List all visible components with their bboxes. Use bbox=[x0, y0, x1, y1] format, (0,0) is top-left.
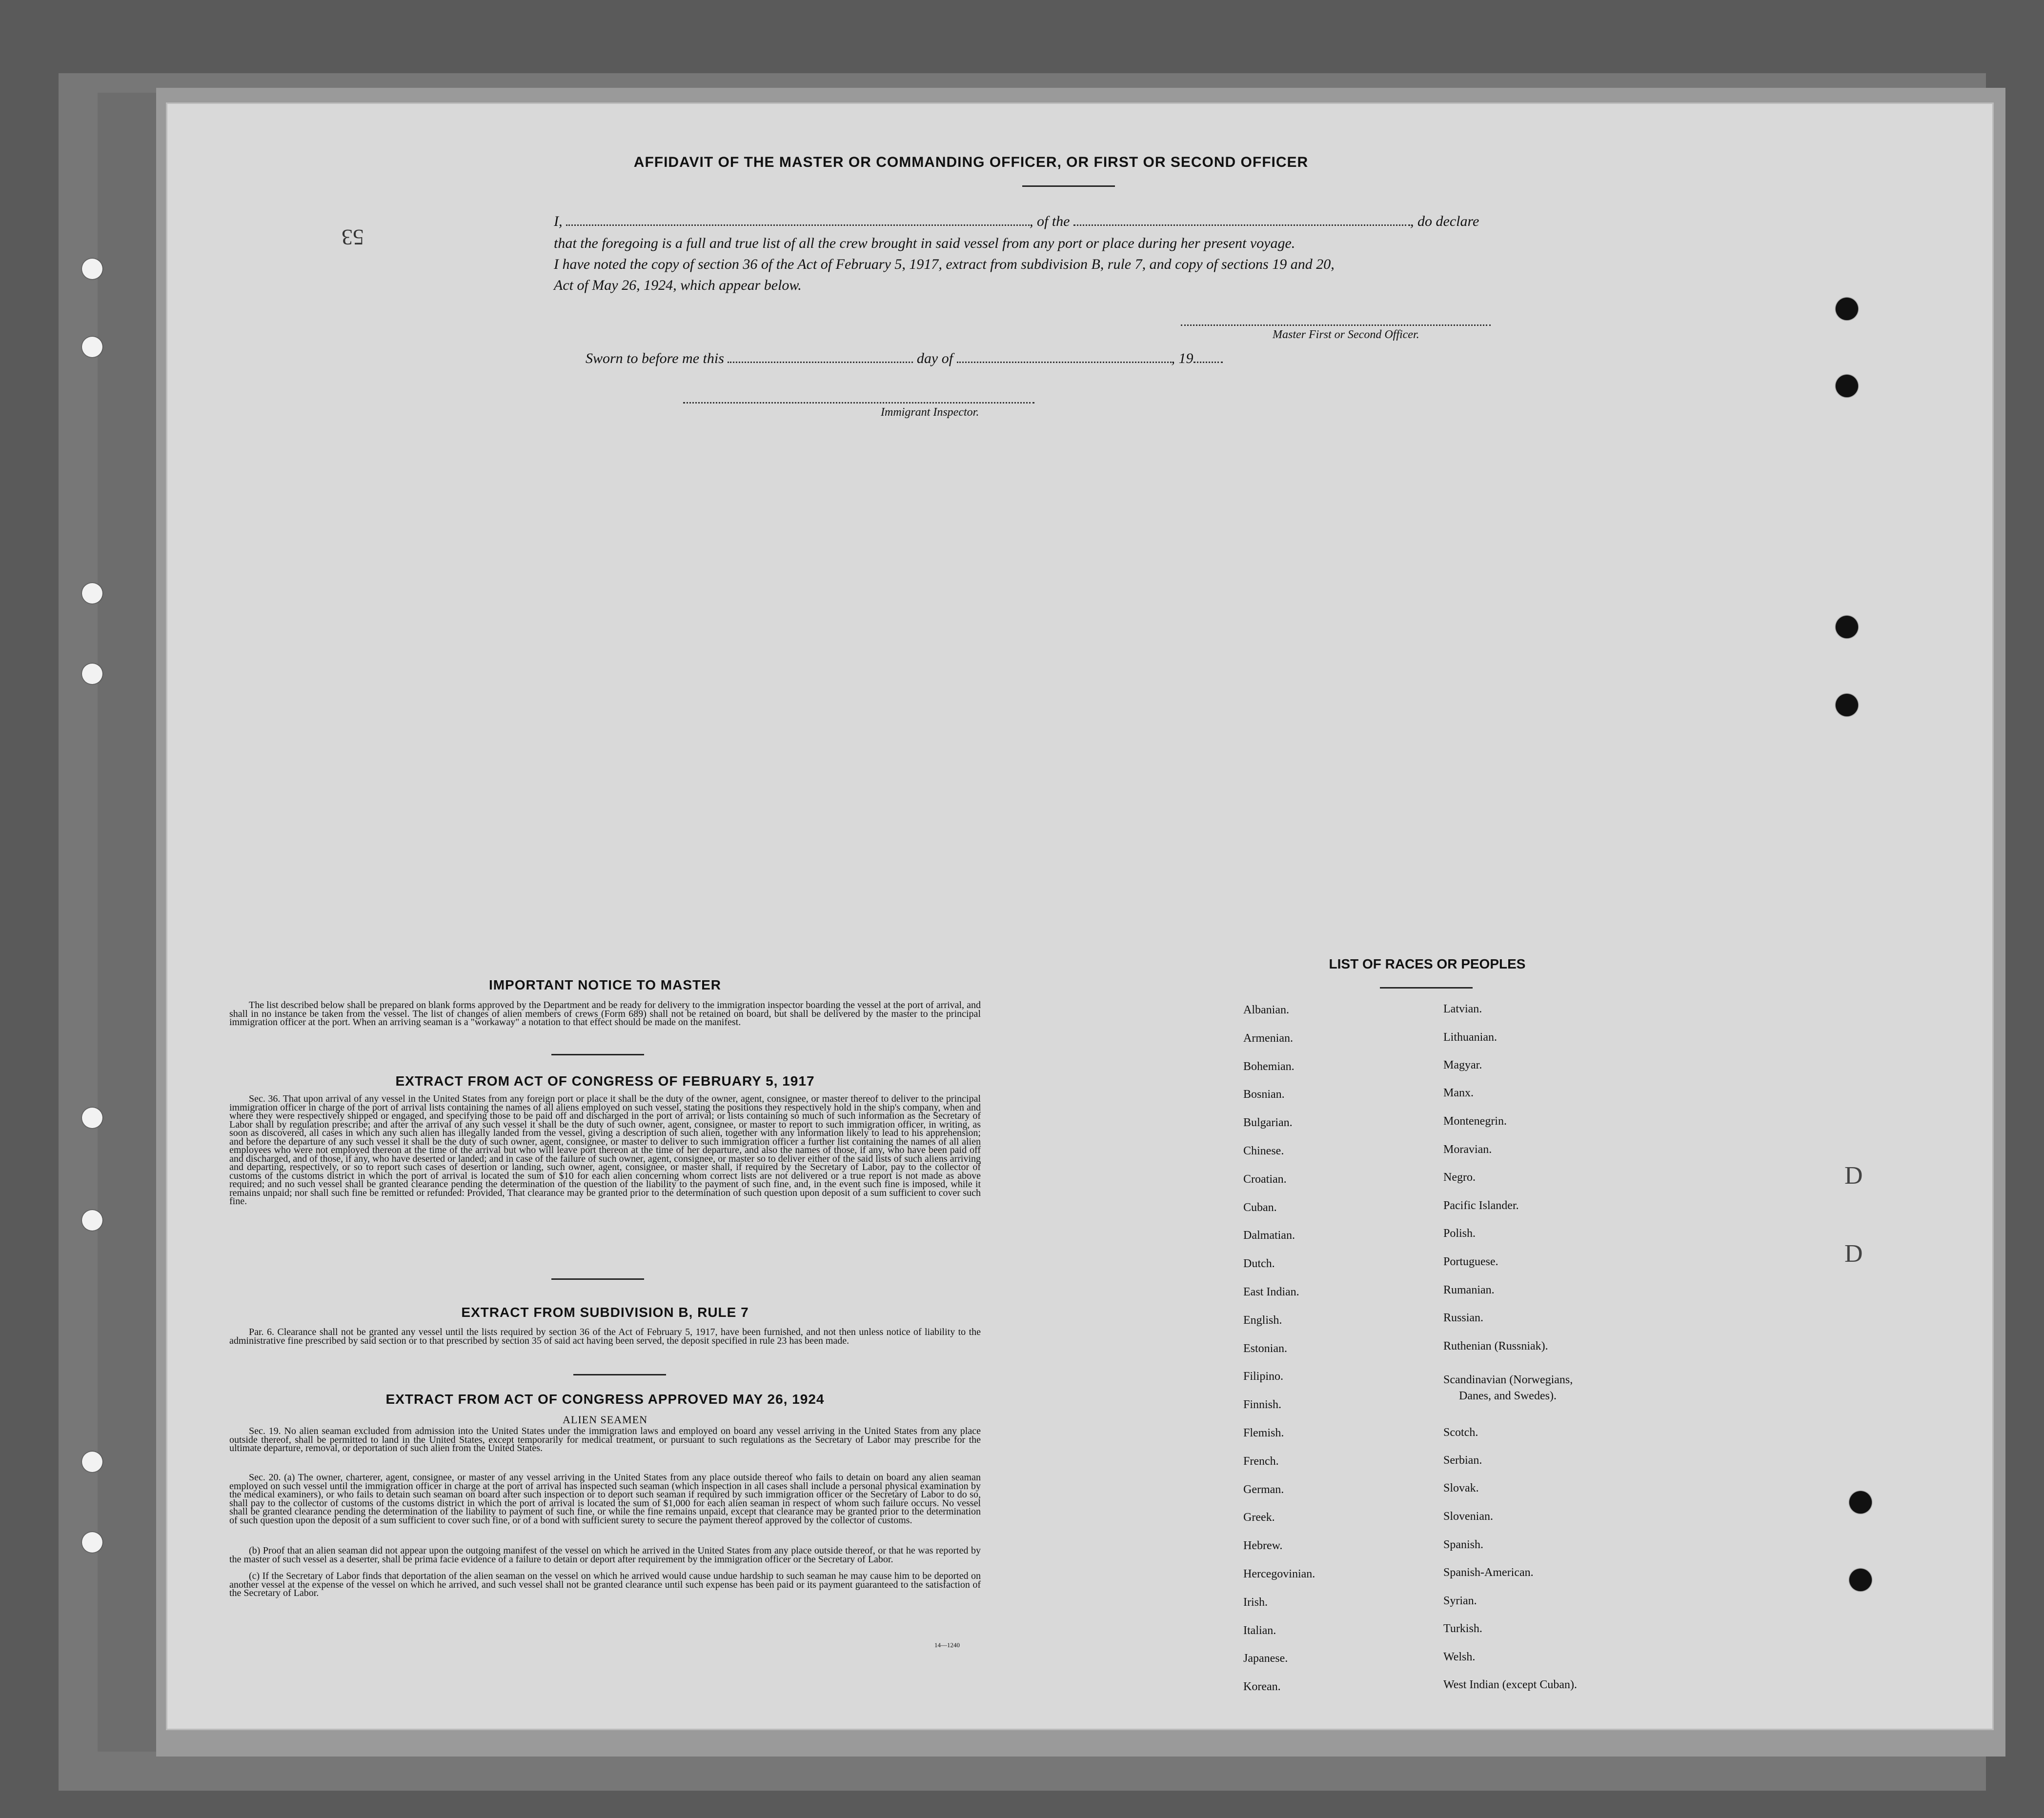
inspector-signature-line[interactable] bbox=[683, 402, 1034, 404]
affidavit-declaration-line bbox=[554, 213, 1479, 230]
extract-1924-title: EXTRACT FROM ACT OF CONGRESS APPROVED MAY 26, 1924 bbox=[385, 1392, 825, 1407]
sworn-day: day of bbox=[916, 350, 953, 366]
extract-1917-text: Sec. 36. That upon arrival of any vessel in the United States from any foreign port or place it shall be the duty of the owner, agent, consignee, or master thereof to deliver to the principal immigration officer in charge of the port of arrival lists containing the names of all aliens employed on such vessel, stating the positions they respectively hold in the ship's company, when and where they were respectively shipped or engaged, and specifying those to be paid off and discharged in the port of arrival; or lists containing so much of such information as the Secretary of Labor shall by regulation prescribe; and after the arrival of any such vessel it shall be the duty of such owner, agent, consignee, or master to report to such immigration officer, in writing, as soon as discovered, all cases in which any such alien has illegally landed from the vessel, giving a description of such alien, together with any information likely to lead to his apprehension; and before the departure of any such vessel it shall be the duty of such owner, agent, consignee, or master to deliver to such immigration officer a further list containing the names of all alien employees who were not employed thereon at the time of the arrival but who will leave port thereon at the time of her departure, and also the names of those, if any, who have been paid off and discharged, and of those, if any, who have deserted or landed; and in case of the failure of such owner, agent, consignee, or master so to deliver either of the said lists of such aliens arriving and departing, respectively, or so to report such cases of desertion or landing, such owner, agent, consignee, or master shall, if required by the Secretary of Labor, pay to the collector of customs of the customs district in which the port of arrival is located the sum of $10 for each alien concerning whom correct lists are not delivered or a true report is not made as above required; and no such vessel shall be granted clearance pending the determination of the question of the liability to the payment of such fine, and, in the event such fine is imposed, while it remains unpaid; nor shall such fine be remitted or refunded: Provided, That clearance may be granted prior to the determination of such question upon deposit of a sum sufficient to cover such fine. bbox=[229, 1093, 981, 1207]
sec20b-text: (b) Proof that an alien seaman did not appear upon the outgoing manifest of the vessel on which he arrived in the United States from any place outside thereof, or that he was reported by the master of such vessel as a deserter, shall be prima facie evidence of a failure to detain or deport after requirement by the immigration officer or the Secretary of Labor. bbox=[229, 1545, 981, 1565]
race-item: Bohemian. bbox=[1243, 1060, 1295, 1073]
race-item: Filipino. bbox=[1243, 1370, 1284, 1383]
race-item: Korean. bbox=[1243, 1680, 1281, 1693]
sworn-date-blank[interactable] bbox=[728, 362, 913, 363]
race-item: Danes, and Swedes). bbox=[1459, 1390, 1557, 1402]
divider bbox=[551, 1054, 644, 1055]
race-item: Latvian. bbox=[1443, 1003, 1482, 1015]
vessel-blank[interactable] bbox=[1073, 224, 1410, 226]
race-item: East Indian. bbox=[1243, 1286, 1299, 1298]
punch-hole bbox=[82, 1108, 102, 1128]
punch-hole bbox=[82, 259, 102, 279]
race-item: Negro. bbox=[1443, 1171, 1476, 1184]
punch-hole bbox=[82, 337, 102, 357]
race-item: Greek. bbox=[1243, 1511, 1275, 1524]
punch-hole bbox=[1849, 1491, 1872, 1514]
inspector-label: Immigrant Inspector. bbox=[881, 406, 979, 419]
punch-hole bbox=[82, 1532, 102, 1553]
sec20a-text: Sec. 20. (a) The owner, charterer, agent, consignee, or master of any vessel arriving in the United States from any place outside thereof who fails to detain on board any alien seaman employed on such vessel until the immigration officer in charge at the port of arrival has inspected such seaman (which inspection in all cases shall include a personal physical examination by the medical examiners), or who fails to detain such seaman on board after such inspection or to deport such seaman if required by such immigration officer or the Secretary of Labor to do so, shall pay to the collector of customs of the customs district in which the port of arrival is located the sum of $1,000 for each alien seaman in respect of whom such failure occurs. No vessel shall be granted clearance pending the determination of the liability to payment of such fine, or while the fine remains unpaid, except that clearance may be granted prior to the determination of such question upon the deposit of a sum sufficient to cover such fine, or of a bond with sufficient surety to secure the payment thereof approved by the collector of customs. bbox=[229, 1472, 981, 1526]
punch-hole bbox=[82, 1210, 102, 1231]
form-code: 14—1240 bbox=[934, 1641, 960, 1649]
punch-hole bbox=[82, 583, 102, 604]
race-item: Scotch. bbox=[1443, 1426, 1478, 1439]
affidavit-line-3: I have noted the copy of section 36 of the Act of February 5, 1917, extract from subdivision B, rule 7, and copy of sections 19 and 20, bbox=[554, 256, 1335, 272]
race-item: West Indian (except Cuban). bbox=[1443, 1678, 1577, 1691]
race-item: Turkish. bbox=[1443, 1622, 1482, 1635]
race-item: Finnish. bbox=[1243, 1398, 1282, 1411]
race-item: Spanish-American. bbox=[1443, 1566, 1534, 1579]
race-item: Manx. bbox=[1443, 1087, 1474, 1099]
punch-hole bbox=[1836, 298, 1858, 320]
punch-hole bbox=[1836, 616, 1858, 638]
race-item: Montenegrin. bbox=[1443, 1115, 1507, 1128]
sworn-month-blank[interactable] bbox=[957, 362, 1172, 363]
race-item: Hercegovinian. bbox=[1243, 1568, 1315, 1580]
race-item: Japanese. bbox=[1243, 1652, 1288, 1665]
divider bbox=[1380, 987, 1473, 989]
page-number: 53 bbox=[342, 225, 364, 250]
affidavit-title: AFFIDAVIT OF THE MASTER OR COMMANDING OFFICER, OR FIRST OR SECOND OFFICER bbox=[633, 154, 1309, 170]
binder-strip bbox=[98, 93, 166, 1752]
master-signature-line[interactable] bbox=[1181, 324, 1491, 326]
sworn-year-blank[interactable] bbox=[1194, 362, 1223, 363]
race-item: Ruthenian (Russniak). bbox=[1443, 1340, 1548, 1353]
sworn-prefix: Sworn to before me this bbox=[586, 350, 724, 366]
race-item: Scandinavian (Norwegians, bbox=[1443, 1374, 1573, 1386]
punch-hole bbox=[1836, 375, 1858, 397]
race-item: Armenian. bbox=[1243, 1032, 1293, 1045]
race-item: Magyar. bbox=[1443, 1059, 1482, 1071]
race-item: Chinese. bbox=[1243, 1145, 1284, 1157]
affidavit-i: I, bbox=[554, 213, 563, 229]
race-item: French. bbox=[1243, 1455, 1279, 1468]
race-item: Italian. bbox=[1243, 1624, 1276, 1637]
master-signature-label: Master First or Second Officer. bbox=[1273, 328, 1419, 341]
race-item: Portuguese. bbox=[1443, 1255, 1498, 1268]
race-item: Slovenian. bbox=[1443, 1510, 1493, 1523]
race-item: Moravian. bbox=[1443, 1143, 1492, 1156]
divider bbox=[573, 1374, 666, 1375]
affidavit-of-the: , of the bbox=[1030, 213, 1070, 229]
handwritten-mark: D bbox=[1844, 1240, 1863, 1268]
sec20c-text: (c) If the Secretary of Labor finds that deportation of the alien seaman on the vessel on which he arrived would cause undue hardship to such seaman he may cause him to be deported on another vessel at the expense of the vessel on which he arrived, and such vessel shall not be granted clearance until such expense has been paid or its payment guaranteed to the satisfaction of the Secretary of Labor. bbox=[229, 1571, 981, 1598]
race-item: Russian. bbox=[1443, 1312, 1484, 1324]
races-title: LIST OF RACES OR PEOPLES bbox=[1329, 956, 1526, 971]
race-item: Hebrew. bbox=[1243, 1539, 1283, 1552]
race-item: Cuban. bbox=[1243, 1201, 1277, 1214]
race-item: Spanish. bbox=[1443, 1538, 1484, 1551]
punch-hole bbox=[1849, 1569, 1872, 1591]
sworn-line bbox=[586, 350, 1223, 367]
race-item: Pacific Islander. bbox=[1443, 1199, 1519, 1212]
affidavit-line-2: that the foregoing is a full and true list of all the crew brought in said vessel from any port or place during her present voyage. bbox=[554, 235, 1295, 251]
race-item: Welsh. bbox=[1443, 1651, 1476, 1663]
race-item: Lithuanian. bbox=[1443, 1031, 1497, 1044]
affidavit-declare: , do declare bbox=[1410, 213, 1479, 229]
race-item: Polish. bbox=[1443, 1227, 1476, 1240]
extract-1917-title: EXTRACT FROM ACT OF CONGRESS OF FEBRUARY 5, 1917 bbox=[395, 1073, 815, 1089]
rule7-text: Par. 6. Clearance shall not be granted any vessel until the lists required by section 36 of the Act of February 5, 1917, have been furnished, and not then unless notice of liability to the administrative fine prescribed by said section or to that prescribed by section 35 of said act having been served, the deposit specified in rule 23 has been made. bbox=[229, 1327, 981, 1346]
rule7-title: EXTRACT FROM SUBDIVISION B, RULE 7 bbox=[461, 1305, 749, 1320]
handwritten-mark: D bbox=[1844, 1162, 1863, 1190]
race-item: German. bbox=[1243, 1483, 1284, 1496]
race-item: Bosnian. bbox=[1243, 1088, 1285, 1101]
race-item: Syrian. bbox=[1443, 1595, 1477, 1607]
race-item: Irish. bbox=[1243, 1596, 1268, 1609]
race-item: Albanian. bbox=[1243, 1004, 1289, 1016]
race-item: Estonian. bbox=[1243, 1342, 1287, 1355]
notice-text: The list described below shall be prepared on blank forms approved by the Department and be ready for delivery to the immigration inspector boarding the vessel at the port of arrival, and shall in no instance be taken from the vessel. The list of changes of alien members of crews (Form 689) shall not be retained on board, but shall be delivered by the master to the principal immigration officer at the port. When an arriving seaman is a "workaway" a notation to that effect should be made on the manifest. bbox=[229, 1000, 981, 1028]
race-item: Bulgarian. bbox=[1243, 1116, 1293, 1129]
race-item: Serbian. bbox=[1443, 1454, 1482, 1467]
punch-hole bbox=[82, 664, 102, 684]
punch-hole bbox=[1836, 694, 1858, 716]
notice-title: IMPORTANT NOTICE TO MASTER bbox=[488, 977, 722, 992]
sec19-text: Sec. 19. No alien seaman excluded from admission into the United States under the immigration laws and employed on board any vessel arriving in the United States from any place outside thereof, shall be permitted to land in the United States, except temporarily for medical treatment, or pursuant to such regulations as the Secretary of Labor may prescribe for the ultimate departure, removal, or deportation of such alien from the United States. bbox=[229, 1426, 981, 1454]
alien-seamen-subtitle: ALIEN SEAMEN bbox=[563, 1414, 648, 1426]
name-blank[interactable] bbox=[566, 224, 1030, 226]
divider bbox=[1022, 185, 1115, 187]
punch-hole bbox=[82, 1452, 102, 1472]
divider bbox=[551, 1278, 644, 1280]
race-item: Dutch. bbox=[1243, 1257, 1275, 1270]
race-item: English. bbox=[1243, 1314, 1282, 1327]
race-item: Flemish. bbox=[1243, 1427, 1284, 1439]
sworn-year: , 19 bbox=[1171, 350, 1194, 366]
race-item: Croatian. bbox=[1243, 1173, 1287, 1186]
race-item: Slovak. bbox=[1443, 1482, 1479, 1495]
race-item: Rumanian. bbox=[1443, 1284, 1495, 1296]
affidavit-line-4: Act of May 26, 1924, which appear below. bbox=[554, 277, 802, 293]
race-item: Dalmatian. bbox=[1243, 1229, 1295, 1242]
